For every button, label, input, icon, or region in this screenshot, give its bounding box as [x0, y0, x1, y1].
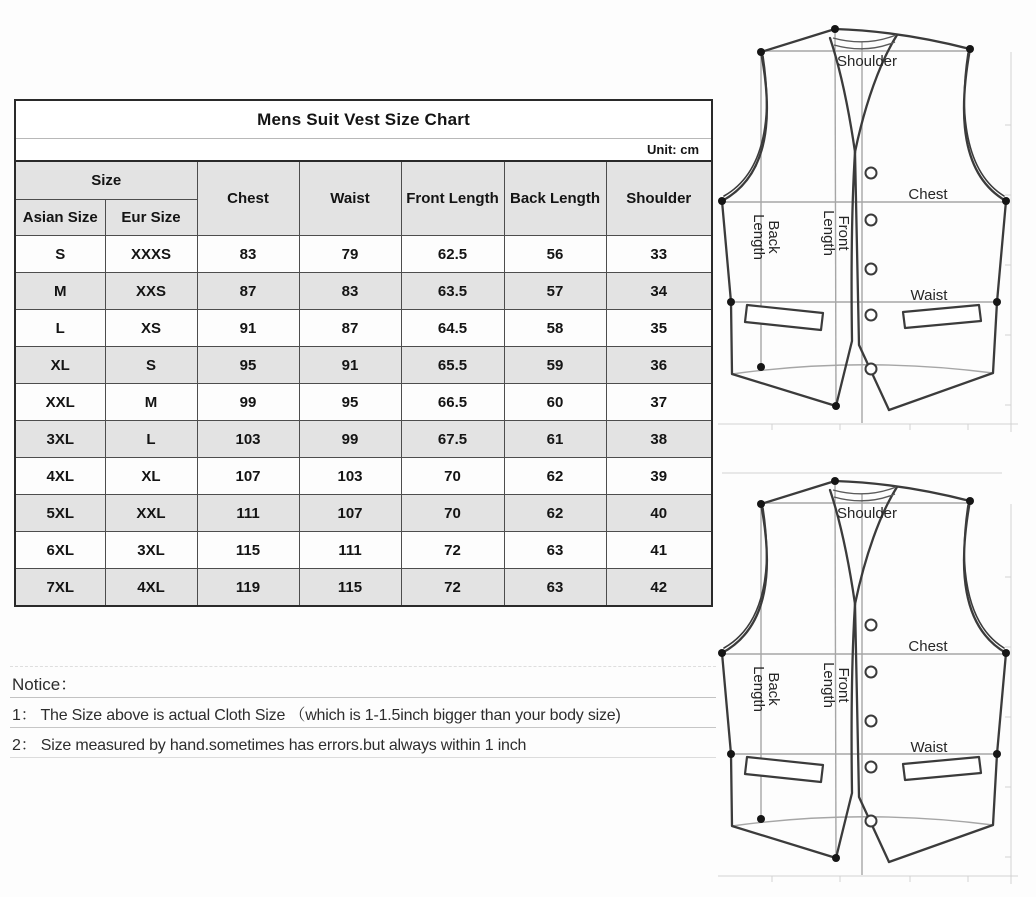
button: [866, 620, 877, 631]
svg-text:Length: Length: [820, 662, 837, 708]
cell-eur-size: XXS: [105, 273, 197, 310]
table-title: Mens Suit Vest Size Chart: [15, 100, 712, 139]
cell-front-length: 67.5: [401, 421, 504, 458]
header-eur-size: Eur Size: [105, 200, 197, 236]
chest-label: Chest: [908, 186, 948, 203]
table-row: [15, 458, 712, 495]
cell-back-length: 63: [504, 569, 606, 607]
svg-text:Length: Length: [750, 666, 767, 712]
waist-label: Waist: [910, 287, 948, 304]
cell-front-length: 64.5: [401, 310, 504, 347]
vest-diagram-bottom: [700, 452, 1030, 897]
button: [866, 310, 877, 321]
right-pocket: [903, 757, 981, 780]
cell-chest: 111: [197, 495, 299, 532]
svg-text:Back: Back: [765, 220, 782, 254]
cell-asian-size: 3XL: [15, 421, 105, 458]
unit-label: Unit: cm: [15, 139, 712, 162]
cell-waist: 99: [299, 421, 401, 458]
notice-line-1: 1： The Size above is actual Cloth Size （which is 1-1.5inch bigger than your body size): [10, 698, 716, 728]
cell-chest: 91: [197, 310, 299, 347]
cell-back-length: 62: [504, 495, 606, 532]
cell-back-length: 62: [504, 458, 606, 495]
cell-shoulder: 38: [606, 421, 712, 458]
cell-asian-size: 7XL: [15, 569, 105, 607]
cell-chest: 115: [197, 532, 299, 569]
cell-asian-size: S: [15, 236, 105, 273]
table-row: [15, 384, 712, 421]
cell-shoulder: 37: [606, 384, 712, 421]
cell-chest: 99: [197, 384, 299, 421]
cell-back-length: 59: [504, 347, 606, 384]
cell-chest: 95: [197, 347, 299, 384]
cell-back-length: 63: [504, 532, 606, 569]
cell-back-length: 60: [504, 384, 606, 421]
cell-back-length: 56: [504, 236, 606, 273]
shoulder-label: Shoulder: [836, 53, 898, 70]
table-row: [15, 236, 712, 273]
button: [866, 264, 877, 275]
left-pocket: [745, 757, 823, 782]
left-pocket: [745, 305, 823, 330]
chest-label: Chest: [908, 638, 948, 655]
cell-eur-size: S: [105, 347, 197, 384]
size-chart-table: [14, 99, 713, 607]
table-row: [15, 310, 712, 347]
cell-waist: 79: [299, 236, 401, 273]
cell-front-length: 70: [401, 458, 504, 495]
cell-back-length: 61: [504, 421, 606, 458]
button: [866, 364, 877, 375]
header-size-group: Size: [15, 161, 197, 200]
button: [866, 716, 877, 727]
cell-front-length: 65.5: [401, 347, 504, 384]
cell-front-length: 70: [401, 495, 504, 532]
cell-asian-size: 6XL: [15, 532, 105, 569]
svg-text:Front: Front: [835, 215, 852, 251]
diagram-labels: [750, 53, 948, 304]
cell-front-length: 72: [401, 569, 504, 607]
cell-waist: 95: [299, 384, 401, 421]
cell-chest: 87: [197, 273, 299, 310]
cell-waist: 107: [299, 495, 401, 532]
cell-chest: 107: [197, 458, 299, 495]
diagram-labels: [750, 505, 948, 756]
cell-waist: 91: [299, 347, 401, 384]
cell-shoulder: 39: [606, 458, 712, 495]
right-pocket: [903, 305, 981, 328]
cell-eur-size: XXL: [105, 495, 197, 532]
cell-eur-size: L: [105, 421, 197, 458]
cell-eur-size: 4XL: [105, 569, 197, 607]
cell-shoulder: 41: [606, 532, 712, 569]
button: [866, 168, 877, 179]
table-row: [15, 495, 712, 532]
cell-asian-size: XL: [15, 347, 105, 384]
back-length-label: [750, 214, 782, 260]
table-header-row-1: [15, 161, 712, 200]
cell-asian-size: 5XL: [15, 495, 105, 532]
cell-front-length: 62.5: [401, 236, 504, 273]
header-chest: Chest: [197, 161, 299, 236]
cell-asian-size: XXL: [15, 384, 105, 421]
button: [866, 762, 877, 773]
table-row: [15, 421, 712, 458]
cell-shoulder: 35: [606, 310, 712, 347]
header-back-length: Back Length: [504, 161, 606, 236]
header-waist: Waist: [299, 161, 401, 236]
vest-buttons: [866, 620, 877, 827]
cell-back-length: 58: [504, 310, 606, 347]
cell-asian-size: M: [15, 273, 105, 310]
notice-heading: Notice：: [10, 666, 716, 698]
cell-waist: 115: [299, 569, 401, 607]
cell-waist: 83: [299, 273, 401, 310]
notice-section: [10, 666, 716, 758]
notice-line-2: 2： Size measured by hand.sometimes has errors.but always within 1 inch: [10, 728, 716, 758]
waist-label: Waist: [910, 739, 948, 756]
vest-diagram-top: [700, 0, 1030, 445]
front-length-label: [820, 662, 852, 708]
front-length-label: [820, 210, 852, 256]
table-unit-row: [15, 139, 712, 162]
cell-eur-size: 3XL: [105, 532, 197, 569]
table-row: [15, 273, 712, 310]
svg-text:Back: Back: [765, 672, 782, 706]
header-front-length: Front Length: [401, 161, 504, 236]
cell-front-length: 66.5: [401, 384, 504, 421]
cell-front-length: 63.5: [401, 273, 504, 310]
header-asian-size: Asian Size: [15, 200, 105, 236]
button: [866, 667, 877, 678]
cell-shoulder: 42: [606, 569, 712, 607]
svg-text:Length: Length: [750, 214, 767, 260]
table-row: [15, 569, 712, 607]
cell-eur-size: XXXS: [105, 236, 197, 273]
table-row: [15, 532, 712, 569]
vest-buttons: [866, 168, 877, 375]
cell-eur-size: XS: [105, 310, 197, 347]
cell-eur-size: XL: [105, 458, 197, 495]
cell-shoulder: 34: [606, 273, 712, 310]
table-row: [15, 347, 712, 384]
svg-text:Front: Front: [835, 667, 852, 703]
size-table-body: [15, 236, 712, 607]
cell-shoulder: 40: [606, 495, 712, 532]
table-title-row: [15, 100, 712, 139]
button: [866, 215, 877, 226]
cell-waist: 87: [299, 310, 401, 347]
back-length-label: [750, 666, 782, 712]
button: [866, 816, 877, 827]
cell-front-length: 72: [401, 532, 504, 569]
cell-eur-size: M: [105, 384, 197, 421]
cell-chest: 83: [197, 236, 299, 273]
cell-waist: 103: [299, 458, 401, 495]
cell-chest: 103: [197, 421, 299, 458]
cell-asian-size: L: [15, 310, 105, 347]
cell-waist: 111: [299, 532, 401, 569]
cell-shoulder: 33: [606, 236, 712, 273]
cell-chest: 119: [197, 569, 299, 607]
header-shoulder: Shoulder: [606, 161, 712, 236]
svg-text:Length: Length: [820, 210, 837, 256]
cell-back-length: 57: [504, 273, 606, 310]
cell-shoulder: 36: [606, 347, 712, 384]
shoulder-label: Shoulder: [836, 505, 898, 522]
cell-asian-size: 4XL: [15, 458, 105, 495]
